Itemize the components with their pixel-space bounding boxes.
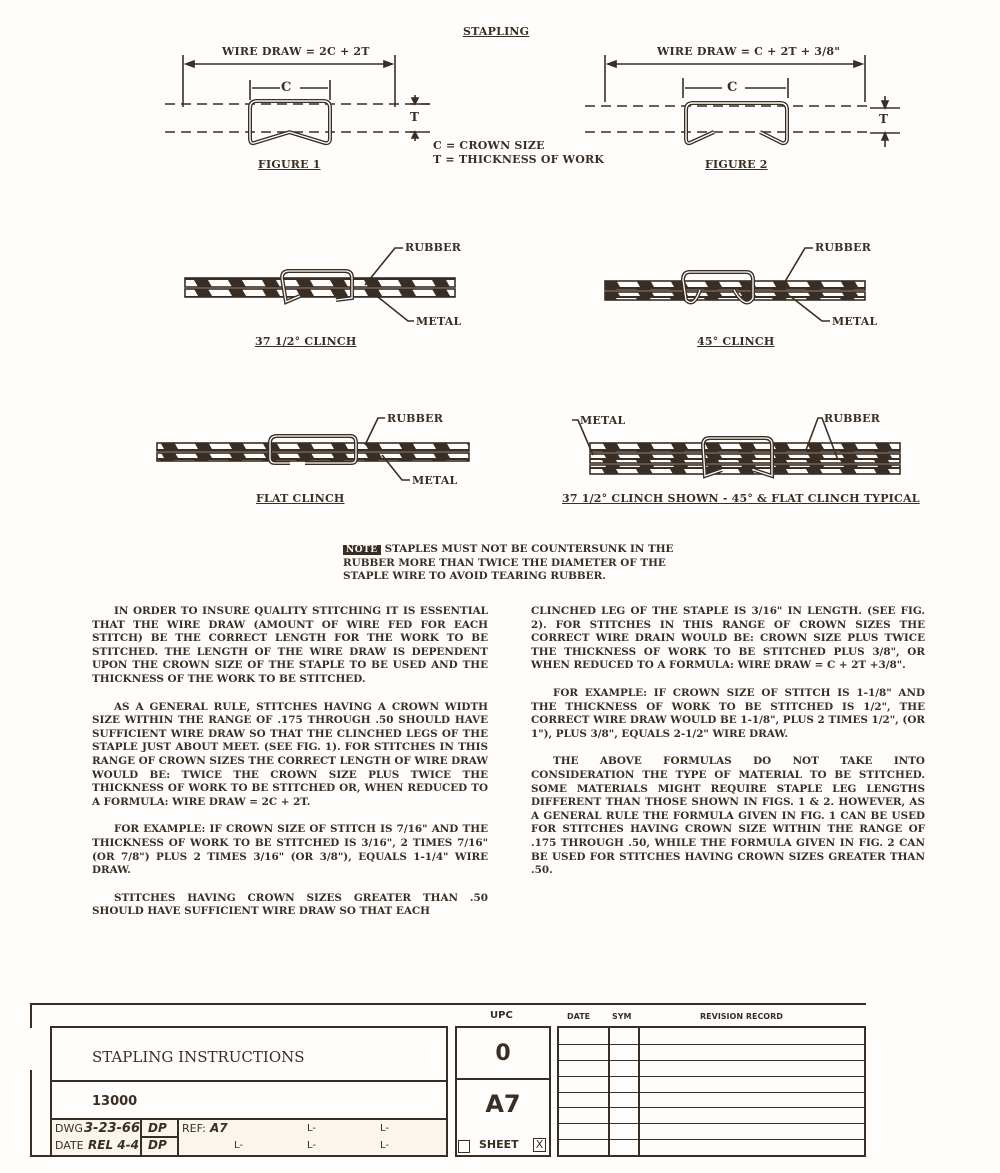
revision-row-divider [559, 1060, 864, 1061]
paragraph: STITCHES HAVING CROWN SIZES GREATER THAN .50 SHOULD HAVE SUFFICIENT WIRE DRAW SO THAT EACH [92, 891, 488, 918]
l-placeholder: L- [380, 1123, 390, 1134]
clinch1-metal-label: METAL [416, 315, 462, 328]
note-text: STAPLES MUST NOT BE COUNTERSUNK IN THE RUBBER MORE THAN TWICE THE DIAMETER OF THE STAPLE WIRE TO AVOID TEARING RUBBER. [343, 543, 674, 582]
clinch4-caption: 37 1/2° CLINCH SHOWN - 45° & FLAT CLINCH TYPICAL [562, 492, 920, 505]
clinch3-rubber-label: RUBBER [387, 412, 444, 425]
clinch3-caption: FLAT CLINCH [256, 492, 345, 505]
revision-record-header: REVISION RECORD [700, 1012, 783, 1021]
ref-label: REF: [182, 1122, 206, 1135]
sheet-checkbox-left[interactable] [458, 1140, 470, 1153]
initials-1: DP [148, 1121, 167, 1135]
l-placeholder: L- [307, 1123, 317, 1134]
date-value: REL 4-4 [88, 1138, 139, 1152]
clinch1-caption: 37 1/2° CLINCH [255, 335, 357, 348]
clinch-figures [0, 0, 1000, 520]
dwg-label: DWG [55, 1122, 83, 1135]
ref-value: A7 [210, 1121, 228, 1135]
revision-row-divider [559, 1076, 864, 1077]
paragraph: THE ABOVE FORMULAS DO NOT TAKE INTO CONSIDERATION THE TYPE OF MATERIAL TO BE STITCHED. SOME MATERIALS MIGHT REQUIRE STAPLE LEG LENGTHS DIFFERENT THAN THOSE SHOWN IN FIGS. 1 & 2. HOWEVER, AS A GENERAL RULE THE FORMULA GIVEN IN FIG. 1 CAN BE USED FOR STITCHES HAVING CROWN SIZE WITHIN THE RANGE OF .175 THROUGH .50, WHILE THE FORMULA GIVEN IN FIG. 2 CAN BE USED FOR STITCHES HAVING CROWN SIZES GREATER THAN .50. [531, 755, 925, 877]
paragraph: FOR EXAMPLE: IF CROWN SIZE OF STITCH IS 7/16" AND THE THICKNESS OF WORK TO BE STITCHED IS 3/16", 2 TIMES 7/16" (OR 7/8") PLUS 2 TIMES 3/16" (OR 3/8"), EQUALS 1-1/4" WIRE DRAW. [92, 823, 488, 877]
revision-row-divider [559, 1107, 864, 1108]
right-column [531, 605, 925, 892]
revision-row-divider [559, 1092, 864, 1093]
rubber-layer [185, 278, 455, 287]
revision-row-divider [559, 1123, 864, 1124]
clinch1-rubber-label: RUBBER [405, 241, 462, 254]
figure2-caption: FIGURE 2 [705, 158, 768, 171]
fig2-formula-label: WIRE DRAW = C + 2T + 3/8" [653, 45, 844, 58]
paragraph: IN ORDER TO INSURE QUALITY STITCHING IT IS ESSENTIAL THAT THE WIRE DRAW (AMOUNT OF WIRE FED FOR EACH STITCH) BE THE CORRECT LENGTH FOR THE WORK TO BE STITCHED. THE LENGTH OF THE WIRE DRAW IS DEPENDENT UPON THE CROWN SIZE OF THE STAPLE TO BE USED AND THE THICKNESS OF THE WORK TO BE STITCHED. [92, 605, 488, 685]
title-block-bottom-tick [30, 1155, 52, 1157]
date-label: DATE [55, 1139, 84, 1152]
paragraph: CLINCHED LEG OF THE STAPLE IS 3/16" IN LENGTH. (SEE FIG. 2). FOR STITCHES IN THIS RANGE OF CROWN SIZES THE CORRECT WIRE DRAIN WOULD BE: CROWN SIZE PLUS TWICE THE THICKNESS OF WORK TO BE STITCHED PLUS 3/8", OR WHEN REDUCED TO A FORMULA: WIRE DRAW = C + 2T +3/8". [531, 605, 925, 672]
title-block-top-rule [30, 1003, 866, 1005]
upc-value: 0 [495, 1041, 511, 1066]
paragraph: AS A GENERAL RULE, STITCHES HAVING A CROWN WIDTH SIZE WITHIN THE RANGE OF .175 THROUGH .50 SHOULD HAVE SUFFICIENT WIRE DRAW SO THAT THE CLINCHED LEGS OF THE STAPLE JUST ABOUT MEET. (SEE FIG. 1). FOR STITCHES IN THIS RANGE OF CROWN SIZES THE CORRECT LENGTH OF WIRE DRAW WOULD BE: TWICE THE CROWN SIZE PLUS TWICE THE THICKNESS OF WORK TO BE STITCHED OR, WHEN REDUCED TO A FORMULA: WIRE DRAW = 2C + 2T. [92, 700, 488, 808]
upc-label: UPC [490, 1010, 513, 1021]
title-block-main [50, 1026, 448, 1157]
note-badge: NOTE [343, 545, 381, 555]
clinch2-rubber-label: RUBBER [815, 241, 872, 254]
l-placeholder: L- [380, 1140, 390, 1151]
sheet-label: SHEET [479, 1138, 519, 1151]
clinch4-metal-label: METAL [580, 414, 626, 427]
legend-thickness: T = THICKNESS OF WORK [433, 153, 605, 166]
sheet-code: A7 [485, 1090, 521, 1118]
revision-record-table [557, 1026, 866, 1157]
clinch4-rubber-label: RUBBER [824, 412, 881, 425]
fig1-formula-label: WIRE DRAW = 2C + 2T [218, 45, 374, 58]
title-block-left-tick [30, 1070, 32, 1156]
note-block [343, 543, 703, 583]
l-placeholder: L- [234, 1140, 244, 1151]
metal-layer [185, 289, 455, 297]
legend-crown-size: C = CROWN SIZE [433, 139, 545, 152]
clinch2-caption: 45° CLINCH [697, 335, 775, 348]
dwg-info-strip [52, 1120, 446, 1155]
dwg-date: 3-23-66 [84, 1121, 141, 1136]
l-placeholder: L- [307, 1140, 317, 1151]
fig1-crown-label: C [281, 80, 292, 95]
revision-row-divider [559, 1139, 864, 1140]
fig2-thickness-label: T [879, 112, 889, 126]
fig2-crown-label: C [727, 80, 738, 95]
revision-row-divider [559, 1044, 864, 1045]
sheet-checkbox-right[interactable]: X [533, 1138, 546, 1152]
upc-block [455, 1026, 551, 1157]
clinch3-metal-label: METAL [412, 474, 458, 487]
fig1-thickness-label: T [410, 110, 420, 124]
drawing-number: 13000 [92, 1094, 138, 1109]
drawing-title: STAPLING INSTRUCTIONS [92, 1048, 305, 1066]
paragraph: FOR EXAMPLE: IF CROWN SIZE OF STITCH IS 1-1/8" AND THE THICKNESS OF WORK TO BE STITCHED IS 1/2", THE CORRECT WIRE DRAW WOULD BE 1-1/8", PLUS 2 TIMES 1/2", (OR 1"), PLUS 3/8", EQUALS 2-1/2" WIRE DRAW. [531, 686, 926, 740]
initials-2: DP [148, 1138, 167, 1152]
title-block-left-tick [30, 1003, 32, 1028]
revision-date-header: DATE [567, 1012, 591, 1021]
clinch2-metal-label: METAL [832, 315, 878, 328]
figure1-caption: FIGURE 1 [258, 158, 321, 171]
left-column [92, 605, 488, 933]
revision-sym-header: SYM [612, 1012, 632, 1021]
document-title: STAPLING [463, 25, 530, 38]
